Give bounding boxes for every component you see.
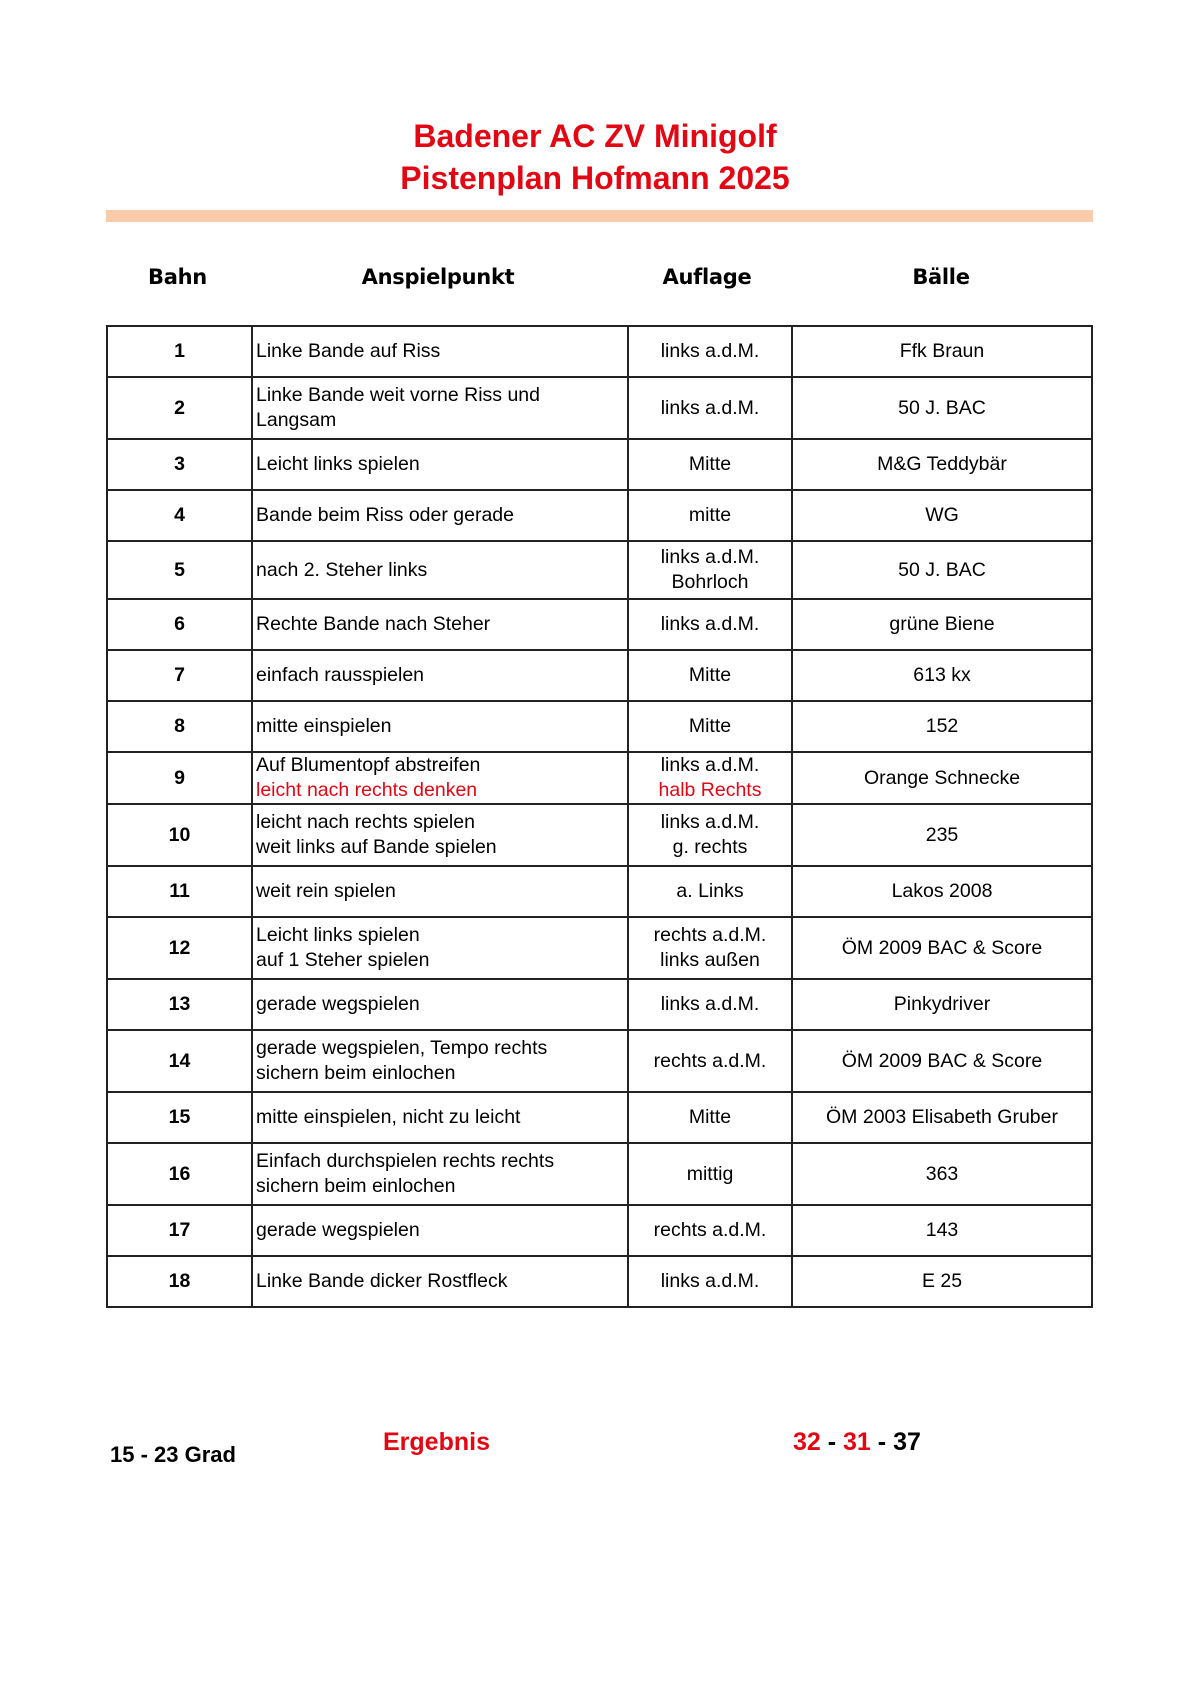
table-row xyxy=(107,917,1092,979)
auflage-cell xyxy=(628,1256,792,1307)
bahn-number: 1 xyxy=(107,326,252,377)
table-row xyxy=(107,804,1092,866)
anspielpunkt-line: sichern beim einlochen xyxy=(256,1062,456,1084)
auflage-line: Mitte xyxy=(688,715,732,737)
anspielpunkt-line: Einfach durchspielen rechts rechts xyxy=(256,1150,555,1172)
auflage-cell xyxy=(628,326,792,377)
auflage-cell xyxy=(628,1030,792,1092)
baelle-cell: 50 J. BAC xyxy=(792,377,1092,439)
baelle-cell: Ffk Braun xyxy=(792,326,1092,377)
auflage-cell xyxy=(628,490,792,541)
auflage-line: links a.d.M. xyxy=(660,340,760,362)
baelle-cell: grüne Biene xyxy=(792,599,1092,650)
auflage-line: links a.d.M. xyxy=(660,811,760,833)
table-row xyxy=(107,866,1092,917)
table-row xyxy=(107,752,1092,804)
anspielpunkt-line: sichern beim einlochen xyxy=(256,1175,456,1197)
auflage-cell xyxy=(628,1143,792,1205)
auflage-line: a. Links xyxy=(676,880,744,902)
table-row xyxy=(107,490,1092,541)
anspielpunkt-cell xyxy=(252,701,628,752)
anspielpunkt-line: mitte einspielen, nicht zu leicht xyxy=(256,1106,521,1128)
course-plan-table xyxy=(106,325,1093,1308)
anspielpunkt-cell xyxy=(252,917,628,979)
auflage-line: mittig xyxy=(686,1162,734,1185)
table-row xyxy=(107,1143,1092,1205)
bahn-number: 15 xyxy=(107,1092,252,1143)
anspielpunkt-cell xyxy=(252,1030,628,1092)
auflage-line: links a.d.M. xyxy=(660,546,760,568)
bahn-number: 4 xyxy=(107,490,252,541)
auflage-cell xyxy=(628,917,792,979)
anspielpunkt-cell xyxy=(252,1256,628,1307)
anspielpunkt-line: Linke Bande auf Riss xyxy=(256,340,441,362)
anspielpunkt-line: leicht nach rechts spielen xyxy=(256,811,475,833)
bahn-number: 12 xyxy=(107,917,252,979)
title-club: Badener AC ZV Minigolf xyxy=(413,118,777,154)
anspielpunkt-line: gerade wegspielen, Tempo rechts xyxy=(256,1037,548,1059)
column-header-bahn: Bahn xyxy=(148,265,207,289)
auflage-cell xyxy=(628,804,792,866)
bahn-number: 6 xyxy=(107,599,252,650)
anspielpunkt-line: Leicht links spielen xyxy=(256,453,420,475)
baelle-cell: Orange Schnecke xyxy=(792,752,1092,804)
bahn-number: 16 xyxy=(107,1143,252,1205)
column-header-anspielpunkt: Anspielpunkt xyxy=(361,265,515,289)
score-separator: - xyxy=(870,1428,894,1456)
table-row xyxy=(107,326,1092,377)
anspielpunkt-cell xyxy=(252,1092,628,1143)
anspielpunkt-line: weit links auf Bande spielen xyxy=(256,836,497,858)
bahn-number: 8 xyxy=(107,701,252,752)
baelle-cell: 363 xyxy=(792,1143,1092,1205)
anspielpunkt-line: einfach rausspielen xyxy=(256,664,425,686)
auflage-cell xyxy=(628,979,792,1030)
anspielpunkt-cell xyxy=(252,979,628,1030)
anspielpunkt-cell xyxy=(252,650,628,701)
course-plan-body xyxy=(107,326,1092,1307)
bahn-number: 2 xyxy=(107,377,252,439)
anspielpunkt-line: weit rein spielen xyxy=(256,880,396,902)
anspielpunkt-cell xyxy=(252,1205,628,1256)
anspielpunkt-line: Rechte Bande nach Steher xyxy=(256,613,491,635)
anspielpunkt-line: gerade wegspielen xyxy=(256,993,420,1015)
table-row xyxy=(107,1205,1092,1256)
table-row xyxy=(107,541,1092,599)
table-row xyxy=(107,377,1092,439)
baelle-cell: Lakos 2008 xyxy=(792,866,1092,917)
auflage-line: Mitte xyxy=(688,1106,732,1128)
title-plan: Pistenplan Hofmann 2025 xyxy=(400,160,790,196)
anspielpunkt-cell xyxy=(252,377,628,439)
baelle-cell: Pinkydriver xyxy=(792,979,1092,1030)
table-row xyxy=(107,1030,1092,1092)
anspielpunkt-line: auf 1 Steher spielen xyxy=(256,949,430,971)
table-row xyxy=(107,979,1092,1030)
baelle-cell: 152 xyxy=(792,701,1092,752)
auflage-line: rechts a.d.M. xyxy=(653,1049,767,1072)
bahn-number: 11 xyxy=(107,866,252,917)
table-row xyxy=(107,439,1092,490)
anspielpunkt-line: Bande beim Riss oder gerade xyxy=(256,504,514,526)
anspielpunkt-line: leicht nach rechts denken xyxy=(256,779,478,801)
bahn-number: 18 xyxy=(107,1256,252,1307)
bahn-number: 9 xyxy=(107,752,252,804)
baelle-cell: ÖM 2003 Elisabeth Gruber xyxy=(792,1092,1092,1143)
auflage-cell xyxy=(628,1205,792,1256)
auflage-line: links a.d.M. xyxy=(660,1270,760,1292)
table-row xyxy=(107,1256,1092,1307)
auflage-cell xyxy=(628,599,792,650)
result-label: Ergebnis xyxy=(383,1428,490,1456)
table-row xyxy=(107,599,1092,650)
auflage-line: g. rechts xyxy=(672,836,748,858)
table-row xyxy=(107,1092,1092,1143)
table-row xyxy=(107,701,1092,752)
bahn-number: 7 xyxy=(107,650,252,701)
auflage-line: links a.d.M. xyxy=(660,396,760,419)
anspielpunkt-cell xyxy=(252,752,628,804)
table-row xyxy=(107,650,1092,701)
anspielpunkt-line: mitte einspielen xyxy=(256,715,392,737)
bahn-number: 17 xyxy=(107,1205,252,1256)
auflage-cell xyxy=(628,439,792,490)
anspielpunkt-cell xyxy=(252,599,628,650)
baelle-cell: 613 kx xyxy=(792,650,1092,701)
baelle-cell: 143 xyxy=(792,1205,1092,1256)
score-separator: - xyxy=(820,1428,844,1456)
auflage-line: links a.d.M. xyxy=(660,754,760,776)
baelle-cell: 235 xyxy=(792,804,1092,866)
auflage-cell xyxy=(628,1092,792,1143)
anspielpunkt-line: nach 2. Steher links xyxy=(256,558,428,581)
auflage-line: halb Rechts xyxy=(658,779,762,801)
auflage-line: rechts a.d.M. xyxy=(653,924,767,946)
bahn-number: 13 xyxy=(107,979,252,1030)
auflage-cell xyxy=(628,752,792,804)
auflage-line: Mitte xyxy=(688,453,732,475)
auflage-line: rechts a.d.M. xyxy=(653,1219,767,1241)
auflage-line: links außen xyxy=(660,949,760,971)
anspielpunkt-cell xyxy=(252,1143,628,1205)
anspielpunkt-cell xyxy=(252,541,628,599)
baelle-cell: E 25 xyxy=(792,1256,1092,1307)
anspielpunkt-cell xyxy=(252,866,628,917)
anspielpunkt-line: Linke Bande weit vorne Riss und xyxy=(256,384,540,406)
auflage-line: Bohrloch xyxy=(671,571,749,593)
anspielpunkt-line: Linke Bande dicker Rostfleck xyxy=(256,1270,508,1292)
auflage-cell xyxy=(628,866,792,917)
score-round-1: 32 xyxy=(793,1428,821,1456)
anspielpunkt-cell xyxy=(252,326,628,377)
result-scores xyxy=(793,1428,921,1457)
auflage-line: links a.d.M. xyxy=(660,993,760,1015)
baelle-cell: 50 J. BAC xyxy=(792,541,1092,599)
bahn-number: 5 xyxy=(107,541,252,599)
header-divider-bar xyxy=(106,210,1093,222)
bahn-number: 10 xyxy=(107,804,252,866)
auflage-line: Mitte xyxy=(688,664,732,686)
auflage-cell xyxy=(628,701,792,752)
score-round-3: 37 xyxy=(893,1428,921,1456)
auflage-cell xyxy=(628,377,792,439)
auflage-cell xyxy=(628,541,792,599)
auflage-line: links a.d.M. xyxy=(660,613,760,635)
temperature-range: 15 - 23 Grad xyxy=(110,1442,236,1467)
anspielpunkt-line: Langsam xyxy=(256,409,337,431)
anspielpunkt-line: Auf Blumentopf abstreifen xyxy=(256,754,481,776)
anspielpunkt-line: gerade wegspielen xyxy=(256,1219,420,1241)
auflage-cell xyxy=(628,650,792,701)
baelle-cell: WG xyxy=(792,490,1092,541)
anspielpunkt-line: Leicht links spielen xyxy=(256,924,420,946)
baelle-cell: ÖM 2009 BAC & Score xyxy=(792,917,1092,979)
bahn-number: 3 xyxy=(107,439,252,490)
baelle-cell: ÖM 2009 BAC & Score xyxy=(792,1030,1092,1092)
baelle-cell: M&G Teddybär xyxy=(792,439,1092,490)
anspielpunkt-cell xyxy=(252,490,628,541)
auflage-line: mitte xyxy=(688,504,732,526)
anspielpunkt-cell xyxy=(252,804,628,866)
score-round-2: 31 xyxy=(843,1428,871,1456)
anspielpunkt-cell xyxy=(252,439,628,490)
column-header-auflage: Auflage xyxy=(662,265,752,289)
column-header-baelle: Bälle xyxy=(912,265,970,289)
bahn-number: 14 xyxy=(107,1030,252,1092)
